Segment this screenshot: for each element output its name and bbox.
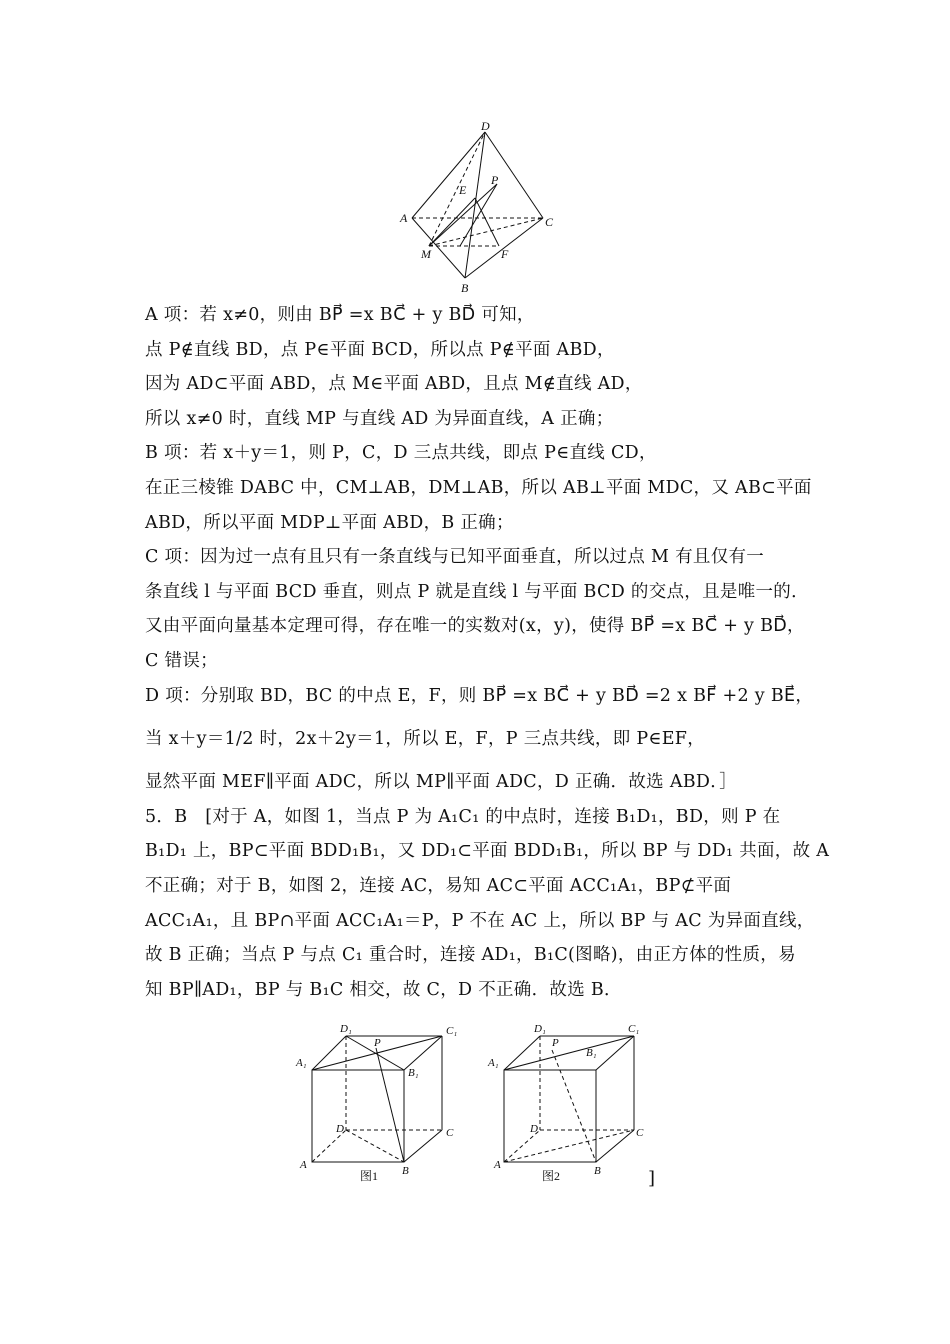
fig1-label-b: B [402, 1165, 409, 1177]
text-line: 又由平面向量基本定理可得，存在唯一的实数对(x，y)，使得 BP⃗ =x BC⃗ + y BD⃗， [145, 616, 805, 637]
fig1-label-a: A [300, 1159, 307, 1171]
fig2-caption: 图2 [542, 1169, 561, 1183]
label-a: A [400, 211, 408, 225]
text-line: 显然平面 MEF∥平面 ADC，所以 MP∥平面 ADC，D 正确．故选 ABD．］ [145, 772, 738, 793]
text-line: C 错误； [145, 650, 218, 671]
text-line: 条直线 l 与平面 BCD 垂直，则点 P 就是直线 l 与平面 BCD 的交点，且是唯一的． [145, 581, 809, 602]
text-line: 点 P∉直线 BD，点 P∈平面 BCD，所以点 P∉平面 ABD， [145, 339, 615, 360]
fig2-label-d: D [530, 1123, 538, 1135]
cube-figure-2 [504, 1036, 634, 1162]
text-line: C 项：因为过一点有且只有一条直线与已知平面垂直，所以过点 M 有且仅有一 [145, 547, 765, 568]
fig1-caption: 图1 [360, 1169, 379, 1183]
solution-text [145, 298, 830, 1007]
fig1-label-b1: B₁ [408, 1067, 419, 1079]
tetrahedron-figure [395, 118, 565, 296]
fig2-label-c: C [636, 1127, 644, 1139]
text-line: 所以 x≠0 时，直线 MP 与直线 AD 为异面直线，A 正确； [145, 408, 614, 429]
label-p: P [491, 173, 499, 187]
text-line: 因为 AD⊂平面 ABD，点 M∈平面 ABD，且点 M∉直线 AD， [145, 374, 643, 395]
label-f: F [501, 247, 509, 261]
text-line: B 项：若 x＋y＝1，则 P，C，D 三点共线，即点 P∈直线 CD， [145, 443, 657, 464]
fig1-label-d1: D₁ [340, 1023, 352, 1035]
text-line: 5．B [对于 A，如图 1，当点 P 为 A₁C₁ 的中点时，连接 B₁D₁，BD，则 P 在 [145, 806, 781, 827]
label-d: D [481, 119, 490, 133]
text-line: 当 x＋y＝1/2 时，2x＋2y＝1，所以 E，F，P 三点共线，即 P∈EF， [145, 729, 706, 750]
text-line: ABD，所以平面 MDP⊥平面 ABD，B 正确； [145, 512, 514, 533]
fig1-label-c1: C₁ [446, 1025, 458, 1037]
fig2-label-p: P [552, 1037, 559, 1049]
label-c: C [545, 215, 554, 229]
label-m: M [421, 247, 431, 261]
fig1-label-d: D [336, 1123, 344, 1135]
closing-bracket: ] [648, 1168, 656, 1189]
text-line: ACC₁A₁，且 BP∩平面 ACC₁A₁＝P，P 不在 AC 上，所以 BP 与 AC 为异面直线， [145, 910, 815, 931]
fig1-label-c: C [446, 1127, 454, 1139]
cube-figures [290, 1018, 670, 1188]
fig1-label-a1: A₁ [296, 1057, 307, 1069]
fig2-label-c1: C₁ [628, 1023, 640, 1035]
fig2-label-b: B [594, 1165, 601, 1177]
text-line: B₁D₁ 上，BP⊂平面 BDD₁B₁，又 DD₁⊂平面 BDD₁B₁，所以 BP 与 DD₁ 共面，故 A [145, 841, 830, 862]
label-b: B [461, 281, 469, 295]
text-line: 在正三棱锥 DABC 中，CM⊥AB，DM⊥AB，所以 AB⊥平面 MDC，又 AB⊂平面 [145, 477, 812, 498]
label-e: E [459, 183, 467, 197]
text-line: 故 B 正确；当点 P 与点 C₁ 重合时，连接 AD₁，B₁C(图略)，由正方体的性质，易 [145, 945, 796, 966]
cube-figure-1 [312, 1036, 442, 1162]
text-line: 知 BP∥AD₁，BP 与 B₁C 相交，故 C，D 不正确．故选 B． [145, 979, 622, 1000]
fig2-label-b1: B₁ [586, 1047, 597, 1059]
text-line: D 项：分别取 BD，BC 的中点 E，F，则 BP⃗ =x BC⃗ + y BD⃗ =2 x BF⃗ +2 y BE⃗， [145, 685, 814, 706]
fig2-label-a: A [494, 1159, 501, 1171]
fig1-label-p: P [374, 1037, 381, 1049]
text-line: 不正确；对于 B，如图 2，连接 AC，易知 AC⊂平面 ACC₁A₁，BP⊄平面 [145, 875, 732, 896]
text-line: A 项：若 x≠0，则由 BP⃗ =x BC⃗ + y BD⃗ 可知， [145, 305, 535, 325]
fig2-label-a1: A₁ [488, 1057, 499, 1069]
fig2-label-d1: D₁ [534, 1023, 546, 1035]
